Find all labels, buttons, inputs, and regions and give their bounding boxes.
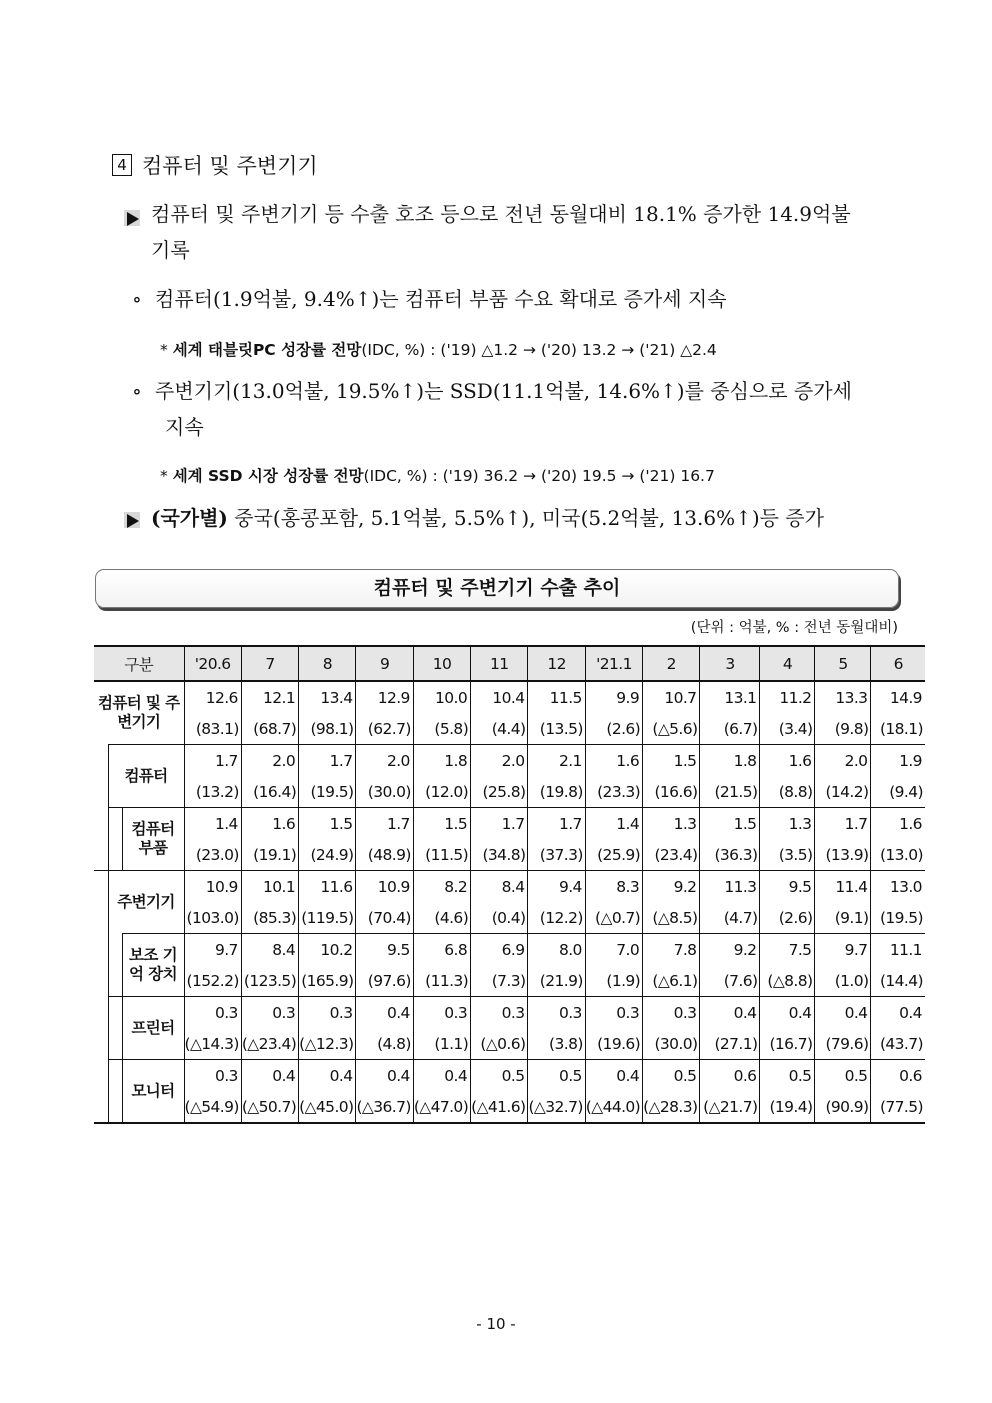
pct-cell: (△12.3) <box>299 1028 356 1060</box>
table-row <box>94 934 925 966</box>
column-header: 4 <box>760 646 815 681</box>
value-cell: 9.2 <box>643 871 700 903</box>
value-cell: 12.1 <box>241 681 298 713</box>
section-title: 컴퓨터 및 주변기기 <box>142 154 318 178</box>
value-cell: 9.9 <box>585 681 642 713</box>
pct-cell: (6.7) <box>700 713 760 745</box>
pct-cell: (3.5) <box>760 839 815 871</box>
pct-cell: (21.5) <box>700 776 760 808</box>
value-cell: 0.5 <box>528 1060 585 1092</box>
pct-cell: (4.6) <box>413 902 470 934</box>
asterisk-icon: * <box>160 467 173 485</box>
value-cell: 1.6 <box>871 808 925 840</box>
value-cell: 10.9 <box>184 871 241 903</box>
value-cell: 0.4 <box>356 997 413 1029</box>
pct-cell: (77.5) <box>871 1091 925 1123</box>
pct-cell: (43.7) <box>871 1028 925 1060</box>
value-cell: 8.0 <box>528 934 585 966</box>
pct-cell: (83.1) <box>184 713 241 745</box>
value-cell: 1.4 <box>585 808 642 840</box>
value-cell: 9.7 <box>815 934 871 966</box>
value-cell: 1.7 <box>299 745 356 777</box>
pct-cell: (13.9) <box>815 839 871 871</box>
pct-cell: (9.8) <box>815 713 871 745</box>
value-cell: 6.9 <box>471 934 528 966</box>
value-cell: 9.4 <box>528 871 585 903</box>
value-cell: 0.4 <box>871 997 925 1029</box>
triangle-bullet-icon <box>124 512 136 531</box>
value-cell: 0.4 <box>413 1060 470 1092</box>
pct-cell: (16.4) <box>241 776 298 808</box>
value-cell: 2.0 <box>356 745 413 777</box>
pct-cell: (48.9) <box>356 839 413 871</box>
column-header: 6 <box>871 646 925 681</box>
pct-cell: (7.6) <box>700 965 760 997</box>
value-cell: 0.5 <box>471 1060 528 1092</box>
value-cell: 1.3 <box>760 808 815 840</box>
pct-cell: (4.4) <box>471 713 528 745</box>
column-header: 8 <box>299 646 356 681</box>
pct-cell: (3.4) <box>760 713 815 745</box>
value-cell: 0.4 <box>760 997 815 1029</box>
pct-cell: (13.0) <box>871 839 925 871</box>
sub-bullet-2-line1: 주변기기(13.0억불, 19.5%↑)는 SSD(11.1억불, 14.6%↑)를 중심으로 증가세 <box>155 379 852 403</box>
value-cell: 0.4 <box>299 1060 356 1092</box>
pct-cell: (△32.7) <box>528 1091 585 1123</box>
table-row-pct <box>94 713 925 745</box>
bullet-2-label: (국가별) <box>151 506 228 530</box>
row-label: 컴퓨터 부품 <box>122 808 184 871</box>
value-cell: 11.5 <box>528 681 585 713</box>
pct-cell: (△36.7) <box>356 1091 413 1123</box>
pct-cell: (123.5) <box>241 965 298 997</box>
value-cell: 1.7 <box>471 808 528 840</box>
value-cell: 1.6 <box>241 808 298 840</box>
value-cell: 8.4 <box>241 934 298 966</box>
header-label: 구분 <box>94 646 184 681</box>
pct-cell: (21.9) <box>528 965 585 997</box>
value-cell: 1.7 <box>815 808 871 840</box>
table-row <box>94 681 925 713</box>
value-cell: 9.7 <box>184 934 241 966</box>
value-cell: 1.5 <box>299 808 356 840</box>
pct-cell: (△0.7) <box>585 902 642 934</box>
indent-cell <box>94 997 108 1060</box>
bullet-1-line2: 기록 <box>151 238 190 262</box>
pct-cell: (14.4) <box>871 965 925 997</box>
pct-cell: (5.8) <box>413 713 470 745</box>
value-cell: 0.3 <box>184 1060 241 1092</box>
pct-cell: (79.6) <box>815 1028 871 1060</box>
value-cell: 0.3 <box>585 997 642 1029</box>
value-cell: 2.1 <box>528 745 585 777</box>
value-cell: 13.3 <box>815 681 871 713</box>
pct-cell: (△45.0) <box>299 1091 356 1123</box>
pct-cell: (19.1) <box>241 839 298 871</box>
table-row <box>94 997 925 1029</box>
pct-cell: (37.3) <box>528 839 585 871</box>
column-header: 11 <box>471 646 528 681</box>
value-cell: 1.9 <box>871 745 925 777</box>
pct-cell: (9.1) <box>815 902 871 934</box>
pct-cell: (34.8) <box>471 839 528 871</box>
pct-cell: (△14.3) <box>184 1028 241 1060</box>
pct-cell: (103.0) <box>184 902 241 934</box>
pct-cell: (△6.1) <box>643 965 700 997</box>
indent-cell <box>108 934 122 997</box>
indent-cell <box>108 1060 122 1124</box>
table-row-pct <box>94 776 925 808</box>
row-label: 프린터 <box>122 997 184 1060</box>
column-header: '20.6 <box>184 646 241 681</box>
pct-cell: (16.6) <box>643 776 700 808</box>
value-cell: 11.2 <box>760 681 815 713</box>
pct-cell: (△8.8) <box>760 965 815 997</box>
value-cell: 1.5 <box>643 745 700 777</box>
bullet-1 <box>151 196 911 268</box>
value-cell: 11.1 <box>871 934 925 966</box>
pct-cell: (27.1) <box>700 1028 760 1060</box>
pct-cell: (△44.0) <box>585 1091 642 1123</box>
table-row-pct <box>94 1028 925 1060</box>
value-cell: 0.3 <box>299 997 356 1029</box>
pct-cell: (68.7) <box>241 713 298 745</box>
pct-cell: (19.5) <box>299 776 356 808</box>
value-cell: 1.5 <box>700 808 760 840</box>
row-label: 컴퓨터 및 주변기기 <box>98 694 180 731</box>
value-cell: 10.1 <box>241 871 298 903</box>
sub-bullet-1: 컴퓨터(1.9억불, 9.4%↑)는 컴퓨터 부품 수요 확대로 증가세 지속 <box>155 287 727 311</box>
pct-cell: (23.0) <box>184 839 241 871</box>
pct-cell: (18.1) <box>871 713 925 745</box>
value-cell: 1.8 <box>413 745 470 777</box>
pct-cell: (152.2) <box>184 965 241 997</box>
value-cell: 0.5 <box>760 1060 815 1092</box>
column-header: 12 <box>528 646 585 681</box>
value-cell: 10.7 <box>643 681 700 713</box>
pct-cell: (165.9) <box>299 965 356 997</box>
value-cell: 9.5 <box>356 934 413 966</box>
value-cell: 0.6 <box>700 1060 760 1092</box>
column-header: 2 <box>643 646 700 681</box>
value-cell: 0.3 <box>528 997 585 1029</box>
value-cell: 0.3 <box>241 997 298 1029</box>
pct-cell: (1.0) <box>815 965 871 997</box>
indent-cell <box>94 808 108 871</box>
value-cell: 0.5 <box>643 1060 700 1092</box>
value-cell: 6.8 <box>413 934 470 966</box>
value-cell: 1.7 <box>184 745 241 777</box>
pct-cell: (19.6) <box>585 1028 642 1060</box>
note-1-title: 세계 태블릿PC 성장률 전망 <box>172 341 362 359</box>
value-cell: 0.3 <box>413 997 470 1029</box>
export-trend-table <box>94 645 925 1124</box>
indent-cell <box>108 997 122 1060</box>
value-cell: 1.6 <box>760 745 815 777</box>
bullet-2-text: 중국(홍콩포함, 5.1억불, 5.5%↑), 미국(5.2억불, 13.6%↑)등 증가 <box>227 506 824 530</box>
pct-cell: (13.5) <box>528 713 585 745</box>
pct-cell: (14.2) <box>815 776 871 808</box>
value-cell: 0.3 <box>471 997 528 1029</box>
pct-cell: (△23.4) <box>241 1028 298 1060</box>
value-cell: 7.8 <box>643 934 700 966</box>
pct-cell: (2.6) <box>760 902 815 934</box>
pct-cell: (30.0) <box>356 776 413 808</box>
pct-cell: (12.2) <box>528 902 585 934</box>
unit-note: (단위 : 억불, % : 전년 동월대비) <box>690 620 898 636</box>
section-heading <box>112 150 318 180</box>
value-cell: 11.3 <box>700 871 760 903</box>
page-number: - 10 - <box>476 1315 516 1333</box>
value-cell: 8.2 <box>413 871 470 903</box>
value-cell: 10.0 <box>413 681 470 713</box>
pct-cell: (19.8) <box>528 776 585 808</box>
pct-cell: (7.3) <box>471 965 528 997</box>
note-1-text: (IDC, %) : ('19) △1.2 → ('20) 13.2 → ('21) △2.4 <box>361 341 717 359</box>
pct-cell: (9.4) <box>871 776 925 808</box>
value-cell: 0.4 <box>700 997 760 1029</box>
pct-cell: (62.7) <box>356 713 413 745</box>
pct-cell: (8.8) <box>760 776 815 808</box>
value-cell: 1.8 <box>700 745 760 777</box>
pct-cell: (4.8) <box>356 1028 413 1060</box>
row-label: 모니터 <box>122 1060 184 1124</box>
value-cell: 8.4 <box>471 871 528 903</box>
asterisk-icon: * <box>160 341 173 359</box>
pct-cell: (△41.6) <box>471 1091 528 1123</box>
pct-cell: (△5.6) <box>643 713 700 745</box>
value-cell: 13.4 <box>299 681 356 713</box>
pct-cell: (119.5) <box>299 902 356 934</box>
value-cell: 12.6 <box>184 681 241 713</box>
pct-cell: (36.3) <box>700 839 760 871</box>
value-cell: 1.7 <box>356 808 413 840</box>
row-label: 컴퓨터 <box>108 745 184 808</box>
value-cell: 1.4 <box>184 808 241 840</box>
value-cell: 10.2 <box>299 934 356 966</box>
sub-bullet-2-line2: 지속 <box>165 415 204 439</box>
value-cell: 10.9 <box>356 871 413 903</box>
value-cell: 0.3 <box>184 997 241 1029</box>
table-row <box>94 745 925 777</box>
pct-cell: (70.4) <box>356 902 413 934</box>
value-cell: 9.2 <box>700 934 760 966</box>
pct-cell: (0.4) <box>471 902 528 934</box>
value-cell: 1.7 <box>528 808 585 840</box>
table-header-row <box>94 646 925 681</box>
column-header: 10 <box>413 646 470 681</box>
value-cell: 7.0 <box>585 934 642 966</box>
pct-cell: (19.4) <box>760 1091 815 1123</box>
table-row-pct <box>94 965 925 997</box>
indent-cell <box>94 1060 108 1124</box>
table-row-pct <box>94 902 925 934</box>
pct-cell: (23.4) <box>643 839 700 871</box>
pct-cell: (11.5) <box>413 839 470 871</box>
indent-cell <box>108 808 122 871</box>
pct-cell: (11.3) <box>413 965 470 997</box>
pct-cell: (1.1) <box>413 1028 470 1060</box>
pct-cell: (△47.0) <box>413 1091 470 1123</box>
value-cell: 0.4 <box>241 1060 298 1092</box>
pct-cell: (25.8) <box>471 776 528 808</box>
pct-cell: (23.3) <box>585 776 642 808</box>
pct-cell: (△21.7) <box>700 1091 760 1123</box>
indent-cell <box>94 934 108 997</box>
value-cell: 1.3 <box>643 808 700 840</box>
column-header: 7 <box>241 646 298 681</box>
value-cell: 1.6 <box>585 745 642 777</box>
column-header: 9 <box>356 646 413 681</box>
circle-bullet-icon: ∘ <box>132 287 142 311</box>
value-cell: 2.0 <box>815 745 871 777</box>
value-cell: 14.9 <box>871 681 925 713</box>
table-row <box>94 1060 925 1092</box>
pct-cell: (△0.6) <box>471 1028 528 1060</box>
pct-cell: (24.9) <box>299 839 356 871</box>
bullet-2 <box>151 500 824 536</box>
value-cell: 0.4 <box>815 997 871 1029</box>
value-cell: 0.5 <box>815 1060 871 1092</box>
pct-cell: (1.9) <box>585 965 642 997</box>
value-cell: 8.3 <box>585 871 642 903</box>
circle-bullet-icon: ∘ <box>132 379 142 403</box>
value-cell: 2.0 <box>471 745 528 777</box>
pct-cell: (30.0) <box>643 1028 700 1060</box>
column-header: 3 <box>700 646 760 681</box>
note-1 <box>160 338 717 360</box>
indent-cell <box>94 871 108 934</box>
value-cell: 0.3 <box>643 997 700 1029</box>
value-cell: 10.4 <box>471 681 528 713</box>
pct-cell: (△50.7) <box>241 1091 298 1123</box>
value-cell: 11.6 <box>299 871 356 903</box>
value-cell: 7.5 <box>760 934 815 966</box>
value-cell: 9.5 <box>760 871 815 903</box>
column-header: '21.1 <box>585 646 642 681</box>
pct-cell: (3.8) <box>528 1028 585 1060</box>
note-2-title: 세계 SSD 시장 성장률 전망 <box>172 467 364 485</box>
pct-cell: (16.7) <box>760 1028 815 1060</box>
section-number: 4 <box>112 154 132 176</box>
table-row-pct <box>94 1091 925 1123</box>
triangle-bullet-icon <box>124 210 136 229</box>
pct-cell: (98.1) <box>299 713 356 745</box>
row-label: 보조 기억 장치 <box>122 934 184 997</box>
value-cell: 11.4 <box>815 871 871 903</box>
pct-cell: (90.9) <box>815 1091 871 1123</box>
pct-cell: (13.2) <box>184 776 241 808</box>
value-cell: 0.4 <box>356 1060 413 1092</box>
pct-cell: (△28.3) <box>643 1091 700 1123</box>
value-cell: 12.9 <box>356 681 413 713</box>
value-cell: 2.0 <box>241 745 298 777</box>
pct-cell: (25.9) <box>585 839 642 871</box>
table-row <box>94 871 925 903</box>
pct-cell: (12.0) <box>413 776 470 808</box>
pct-cell: (△54.9) <box>184 1091 241 1123</box>
column-header: 5 <box>815 646 871 681</box>
value-cell: 0.6 <box>871 1060 925 1092</box>
value-cell: 1.5 <box>413 808 470 840</box>
pct-cell: (2.6) <box>585 713 642 745</box>
value-cell: 0.4 <box>585 1060 642 1092</box>
value-cell: 13.0 <box>871 871 925 903</box>
note-2 <box>160 464 715 486</box>
table-row-pct <box>94 839 925 871</box>
pct-cell: (△8.5) <box>643 902 700 934</box>
note-2-text: (IDC, %) : ('19) 36.2 → ('20) 19.5 → ('21) 16.7 <box>363 467 715 485</box>
pct-cell: (4.7) <box>700 902 760 934</box>
pct-cell: (19.5) <box>871 902 925 934</box>
sub-bullet-2 <box>155 373 900 445</box>
pct-cell: (85.3) <box>241 902 298 934</box>
bullet-1-line1: 컴퓨터 및 주변기기 등 수출 호조 등으로 전년 동월대비 18.1% 증가한 14.9억불 <box>151 202 851 226</box>
table-row <box>94 808 925 840</box>
row-label: 주변기기 <box>108 871 184 934</box>
indent-cell <box>94 745 108 808</box>
table-title-banner: 컴퓨터 및 주변기기 수출 추이 <box>95 569 899 608</box>
value-cell: 13.1 <box>700 681 760 713</box>
pct-cell: (97.6) <box>356 965 413 997</box>
